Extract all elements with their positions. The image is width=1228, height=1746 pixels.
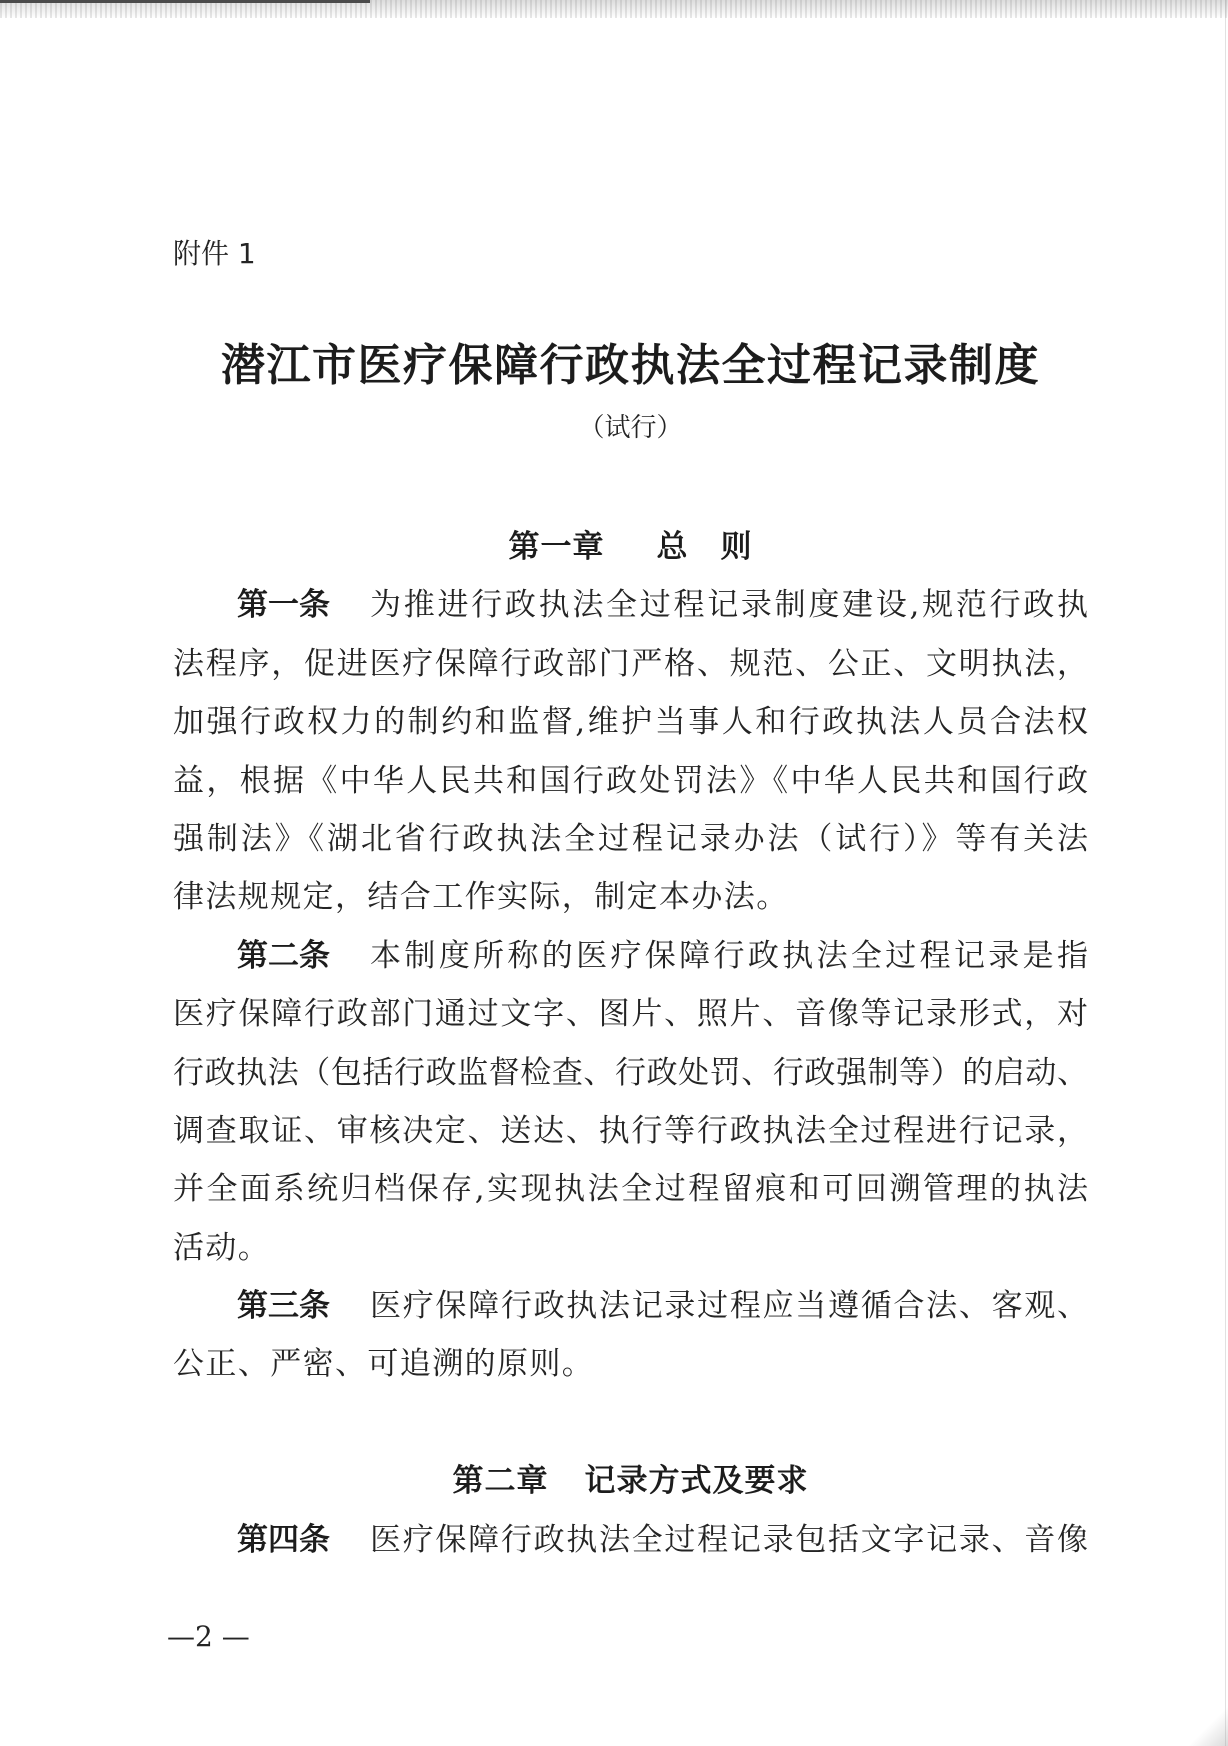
article-line: 公正、严密、可追溯的原则。 xyxy=(173,1346,595,1383)
article-line: 调查取证、审核决定、送达、执行等行政执法全过程进行记录， xyxy=(173,1112,1088,1149)
article-label: 第三条 xyxy=(237,1288,330,1325)
section-spacer xyxy=(173,1394,1088,1452)
article-line xyxy=(173,576,1088,634)
article-line: 益，根据《中华人民共和国行政处罚法》《中华人民共和国行政 xyxy=(173,762,1088,799)
article-label: 第二条 xyxy=(237,937,330,974)
scan-edge-corner xyxy=(1188,1706,1228,1746)
chapter-number: 第一章 xyxy=(508,529,605,565)
document-subtitle: （试行） xyxy=(578,413,683,443)
scan-edge-right xyxy=(1225,0,1226,1746)
article-text: 医疗保障行政执法记录过程应当遵循合法、客观、 xyxy=(370,1288,1088,1325)
article-line: 医疗保障行政部门通过文字、图片、照片、音像等记录形式，对 xyxy=(173,996,1088,1033)
article-line xyxy=(173,1277,1088,1335)
chapter-number: 第二章 xyxy=(452,1463,549,1500)
article-line xyxy=(173,1511,1088,1569)
document-body xyxy=(173,518,1088,1569)
chapter-heading xyxy=(173,518,1088,576)
article-line xyxy=(173,927,1088,985)
article-line: 并全面系统归档保存,实现执法全过程留痕和可回溯管理的执法 xyxy=(173,1171,1088,1208)
attachment-label: 附件 1 xyxy=(173,237,256,270)
document-title: 潜江市医疗保障行政执法全过程记录制度 xyxy=(221,340,1040,391)
page-number: —2 — xyxy=(167,1620,250,1653)
article-line: 加强行政权力的制约和监督,维护当事人和行政执法人员合法权 xyxy=(173,704,1088,741)
article-label: 第一条 xyxy=(237,587,330,624)
article-line: 法程序，促进医疗保障行政部门严格、规范、公正、文明执法， xyxy=(173,645,1088,682)
article-line: 活动。 xyxy=(173,1229,271,1266)
chapter-heading xyxy=(173,1452,1088,1510)
chapter-name: 总 则 xyxy=(656,529,753,565)
article-label: 第四条 xyxy=(237,1521,330,1558)
article-line: 强制法》《湖北省行政执法全过程记录办法（试行）》等有关法 xyxy=(173,820,1088,857)
article-text: 为推进行政执法全过程记录制度建设,规范行政执 xyxy=(370,587,1088,624)
article-line: 律法规规定，结合工作实际，制定本办法。 xyxy=(173,879,789,916)
article-text: 医疗保障行政执法全过程记录包括文字记录、音像 xyxy=(370,1521,1088,1558)
chapter-name: 记录方式及要求 xyxy=(584,1463,809,1500)
scan-edge-line xyxy=(0,0,370,3)
article-line: 行政执法（包括行政监督检查、行政处罚、行政强制等）的启动、 xyxy=(173,1054,1088,1091)
article-text: 本制度所称的医疗保障行政执法全过程记录是指 xyxy=(370,937,1088,974)
